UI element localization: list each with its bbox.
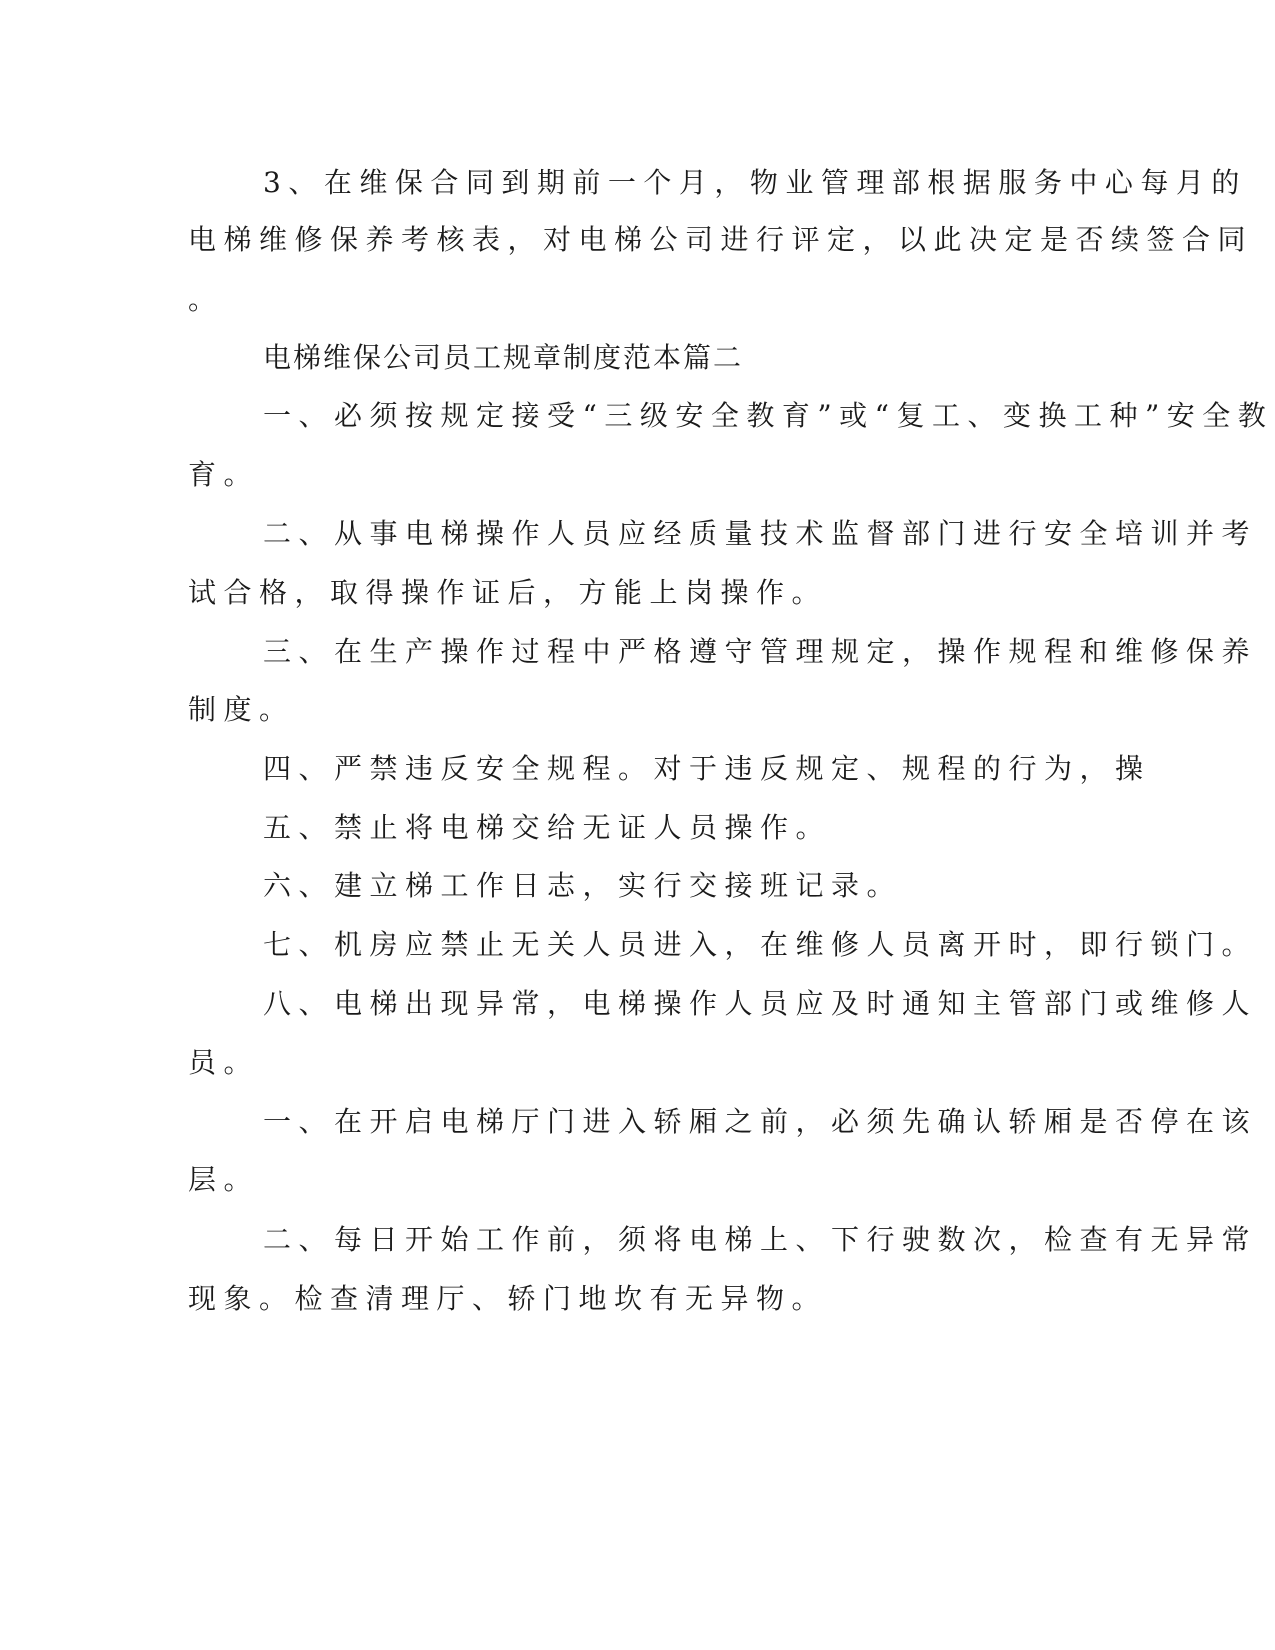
rule-2-line-1: 二、从事电梯操作人员应经质量技术监督部门进行安全培训并考 (263, 517, 1258, 550)
operation-1-line-2: 层。 (188, 1163, 260, 1196)
rule-3-line-1: 三、在生产操作过程中严格遵守管理规定，操作规程和维修保养 (263, 635, 1258, 668)
rule-1-line-2: 育。 (188, 458, 260, 491)
rule-1-line-1: 一、必须按规定接受“三级安全教育”或“复工、变换工种”安全教 (263, 399, 1274, 432)
rule-8-line-1: 八、电梯出现异常，电梯操作人员应及时通知主管部门或维修人 (263, 987, 1258, 1020)
rule-2-line-2: 试合格，取得操作证后，方能上岗操作。 (188, 576, 828, 609)
paragraph-3-line-1: 3、在维保合同到期前一个月，物业管理部根据服务中心每月的 (263, 166, 1247, 199)
paragraph-3-line-2: 电梯维修保养考核表，对电梯公司进行评定，以此决定是否续签合同 (188, 223, 1254, 256)
rule-6-line-1: 六、建立梯工作日志，实行交接班记录。 (263, 869, 903, 902)
rule-8-line-2: 员。 (188, 1046, 260, 1079)
operation-1-line-1: 一、在开启电梯厅门进入轿厢之前，必须先确认轿厢是否停在该 (263, 1105, 1258, 1138)
rule-5-line-1: 五、禁止将电梯交给无证人员操作。 (263, 811, 832, 844)
rule-4-line-1: 四、严禁违反安全规程。对于违反规定、规程的行为，操 (263, 752, 1151, 785)
operation-2-line-1: 二、每日开始工作前，须将电梯上、下行驶数次，检查有无异常 (263, 1223, 1258, 1256)
operation-2-line-2: 现象。检查清理厅、轿门地坎有无异物。 (188, 1282, 828, 1315)
paragraph-3-line-3: 。 (188, 283, 217, 316)
rule-7-line-1: 七、机房应禁止无关人员进入，在维修人员离开时，即行锁门。 (263, 928, 1258, 961)
section-title: 电梯维保公司员工规章制度范本篇二 (263, 341, 744, 374)
rule-3-line-2: 制度。 (188, 693, 295, 726)
